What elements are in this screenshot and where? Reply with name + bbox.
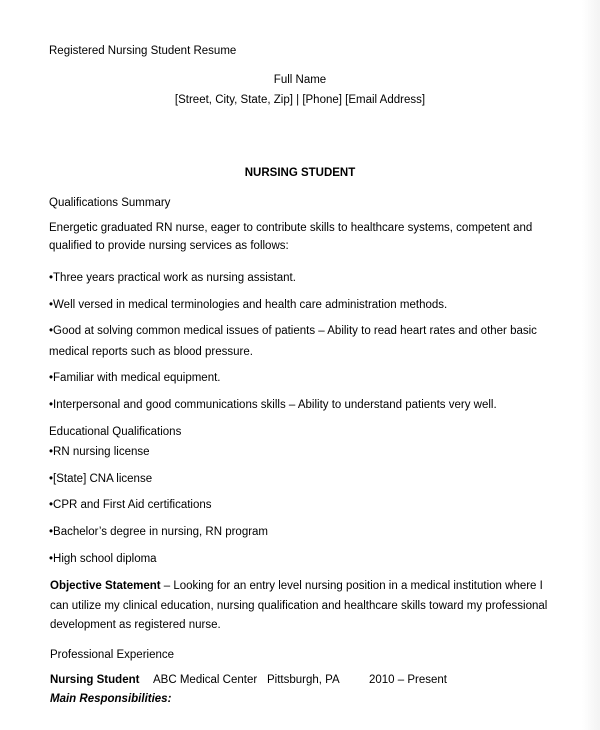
education-item: •CPR and First Aid certifications [49,499,212,511]
objective-line: can utilize my clinical education, nursing qualification and healthcare skills toward my professional [50,600,548,612]
responsibilities-label: Main Responsibilities: [50,693,172,705]
job-employer: ABC Medical Center [153,674,258,686]
education-item: •Bachelor’s degree in nursing, RN program [49,526,269,538]
qualification-bullet: •Well versed in medical terminologies and health care administration methods. [49,299,448,311]
qualifications-heading: Qualifications Summary [49,197,171,209]
education-item: •High school diploma [49,553,157,565]
education-heading: Educational Qualifications [49,426,182,438]
job-title: Nursing Student [50,674,140,686]
document-title: Registered Nursing Student Resume [49,45,237,57]
page-edge-shadow [582,0,600,730]
qualification-bullet-continuation: medical reports such as blood pressure. [49,346,253,358]
experience-heading: Professional Experience [50,649,175,661]
job-dates: 2010 – Present [369,674,448,686]
qualifications-intro-line: qualified to provide nursing services as follows: [49,240,289,252]
objective-line [50,581,543,593]
qualification-bullet: •Good at solving common medical issues of patients – Ability to read heart rates and other basic [49,325,537,337]
qualification-bullet: •Familiar with medical equipment. [49,372,221,384]
header-name: Full Name [273,74,327,86]
education-item: •[State] CNA license [49,473,153,485]
qualification-bullet: •Three years practical work as nursing assistant. [49,272,296,284]
objective-label: Objective Statement [50,580,161,592]
education-item: •RN nursing license [49,446,150,458]
job-location: Pittsburgh, PA [267,674,340,686]
qualifications-intro-line: Energetic graduated RN nurse, eager to contribute skills to healthcare systems, competent and [49,222,533,234]
objective-text: – Looking for an entry level nursing position in a medical institution where I [160,580,543,592]
position-title: NURSING STUDENT [244,167,356,179]
header-contact: [Street, City, State, Zip] | [Phone] [Email Address] [174,94,426,106]
qualification-bullet: •Interpersonal and good communications skills – Ability to understand patients very well. [49,399,497,411]
objective-line: development as registered nurse. [50,619,221,631]
